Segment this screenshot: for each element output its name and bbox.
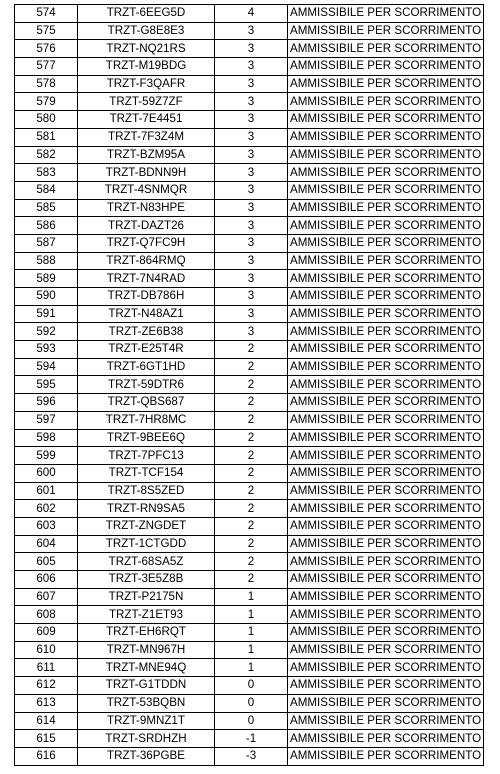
status-cell: AMMISSIBILE PER SCORRIMENTO — [288, 464, 484, 482]
candidate-code-cell: TRZT-N83HPE — [78, 199, 215, 217]
score-cell: 3 — [215, 234, 288, 252]
table-row — [15, 234, 484, 252]
candidate-code-cell: TRZT-MNE94Q — [78, 659, 215, 677]
status-cell: AMMISSIBILE PER SCORRIMENTO — [288, 730, 484, 748]
table-row — [15, 394, 484, 412]
candidate-code-cell: TRZT-G8E8E3 — [78, 22, 215, 40]
candidate-code-cell: TRZT-7PFC13 — [78, 447, 215, 465]
candidate-code-cell: TRZT-TCF154 — [78, 464, 215, 482]
table-row — [15, 500, 484, 518]
status-cell: AMMISSIBILE PER SCORRIMENTO — [288, 517, 484, 535]
status-cell: AMMISSIBILE PER SCORRIMENTO — [288, 5, 484, 23]
row-number-cell: 578 — [15, 75, 78, 93]
status-cell: AMMISSIBILE PER SCORRIMENTO — [288, 93, 484, 111]
row-number-cell: 582 — [15, 146, 78, 164]
candidate-code-cell: TRZT-59DTR6 — [78, 376, 215, 394]
score-cell: 3 — [215, 93, 288, 111]
score-cell: 2 — [215, 517, 288, 535]
status-cell: AMMISSIBILE PER SCORRIMENTO — [288, 535, 484, 553]
score-cell: 1 — [215, 659, 288, 677]
status-cell: AMMISSIBILE PER SCORRIMENTO — [288, 588, 484, 606]
candidate-code-cell: TRZT-BDNN9H — [78, 164, 215, 182]
table-row — [15, 641, 484, 659]
status-cell: AMMISSIBILE PER SCORRIMENTO — [288, 376, 484, 394]
score-cell: 3 — [215, 128, 288, 146]
row-number-cell: 615 — [15, 730, 78, 748]
candidate-code-cell: TRZT-P2175N — [78, 588, 215, 606]
candidate-code-cell: TRZT-7HR8MC — [78, 411, 215, 429]
candidate-code-cell: TRZT-QBS687 — [78, 394, 215, 412]
table-row — [15, 482, 484, 500]
score-cell: 2 — [215, 571, 288, 589]
score-cell: 0 — [215, 694, 288, 712]
row-number-cell: 610 — [15, 641, 78, 659]
status-cell: AMMISSIBILE PER SCORRIMENTO — [288, 659, 484, 677]
candidate-code-cell: TRZT-53BQBN — [78, 694, 215, 712]
candidate-code-cell: TRZT-9MNZ1T — [78, 712, 215, 730]
score-cell: 1 — [215, 606, 288, 624]
candidate-code-cell: TRZT-ZNGDET — [78, 517, 215, 535]
candidate-code-cell: TRZT-RN9SA5 — [78, 500, 215, 518]
row-number-cell: 585 — [15, 199, 78, 217]
table-row — [15, 217, 484, 235]
score-cell: 1 — [215, 624, 288, 642]
status-cell: AMMISSIBILE PER SCORRIMENTO — [288, 677, 484, 695]
score-cell: 3 — [215, 181, 288, 199]
row-number-cell: 599 — [15, 447, 78, 465]
score-cell: 2 — [215, 394, 288, 412]
score-cell: 3 — [215, 199, 288, 217]
status-cell: AMMISSIBILE PER SCORRIMENTO — [288, 305, 484, 323]
row-number-cell: 605 — [15, 553, 78, 571]
row-number-cell: 581 — [15, 128, 78, 146]
row-number-cell: 606 — [15, 571, 78, 589]
table-row — [15, 588, 484, 606]
candidate-code-cell: TRZT-6GT1HD — [78, 358, 215, 376]
table-row — [15, 199, 484, 217]
table-row — [15, 181, 484, 199]
status-cell: AMMISSIBILE PER SCORRIMENTO — [288, 429, 484, 447]
score-cell: 0 — [215, 712, 288, 730]
table-row — [15, 677, 484, 695]
score-cell: 2 — [215, 447, 288, 465]
table-row — [15, 411, 484, 429]
status-cell: AMMISSIBILE PER SCORRIMENTO — [288, 164, 484, 182]
status-cell: AMMISSIBILE PER SCORRIMENTO — [288, 694, 484, 712]
table-row — [15, 747, 484, 765]
row-number-cell: 583 — [15, 164, 78, 182]
table-row — [15, 553, 484, 571]
candidate-code-cell: TRZT-DAZT26 — [78, 217, 215, 235]
candidate-code-cell: TRZT-EH6RQT — [78, 624, 215, 642]
table-row — [15, 5, 484, 23]
score-cell: 3 — [215, 75, 288, 93]
status-cell: AMMISSIBILE PER SCORRIMENTO — [288, 500, 484, 518]
table-row — [15, 712, 484, 730]
row-number-cell: 604 — [15, 535, 78, 553]
candidate-code-cell: TRZT-BZM95A — [78, 146, 215, 164]
table-row — [15, 447, 484, 465]
score-cell: 1 — [215, 641, 288, 659]
candidate-code-cell: TRZT-864RMQ — [78, 252, 215, 270]
table-row — [15, 659, 484, 677]
score-cell: 2 — [215, 464, 288, 482]
candidate-code-cell: TRZT-F3QAFR — [78, 75, 215, 93]
score-cell: 3 — [215, 111, 288, 129]
status-cell: AMMISSIBILE PER SCORRIMENTO — [288, 75, 484, 93]
status-cell: AMMISSIBILE PER SCORRIMENTO — [288, 571, 484, 589]
table-row — [15, 75, 484, 93]
candidate-code-cell: TRZT-59Z7ZF — [78, 93, 215, 111]
status-cell: AMMISSIBILE PER SCORRIMENTO — [288, 128, 484, 146]
score-cell: 3 — [215, 288, 288, 306]
candidate-code-cell: TRZT-6EEG5D — [78, 5, 215, 23]
candidate-code-cell: TRZT-68SA5Z — [78, 553, 215, 571]
table-row — [15, 146, 484, 164]
score-cell: 4 — [215, 5, 288, 23]
table-row — [15, 40, 484, 58]
row-number-cell: 591 — [15, 305, 78, 323]
row-number-cell: 579 — [15, 93, 78, 111]
score-cell: 0 — [215, 677, 288, 695]
candidate-code-cell: TRZT-7F3Z4M — [78, 128, 215, 146]
score-cell: 3 — [215, 164, 288, 182]
status-cell: AMMISSIBILE PER SCORRIMENTO — [288, 323, 484, 341]
row-number-cell: 589 — [15, 270, 78, 288]
score-cell: 3 — [215, 270, 288, 288]
row-number-cell: 593 — [15, 341, 78, 359]
candidate-code-cell: TRZT-Q7FC9H — [78, 234, 215, 252]
status-cell: AMMISSIBILE PER SCORRIMENTO — [288, 252, 484, 270]
row-number-cell: 597 — [15, 411, 78, 429]
score-cell: 2 — [215, 358, 288, 376]
status-cell: AMMISSIBILE PER SCORRIMENTO — [288, 624, 484, 642]
row-number-cell: 598 — [15, 429, 78, 447]
candidate-code-cell: TRZT-N48AZ1 — [78, 305, 215, 323]
candidate-code-cell: TRZT-4SNMQR — [78, 181, 215, 199]
table-row — [15, 376, 484, 394]
status-cell: AMMISSIBILE PER SCORRIMENTO — [288, 288, 484, 306]
row-number-cell: 584 — [15, 181, 78, 199]
score-cell: 3 — [215, 58, 288, 76]
status-cell: AMMISSIBILE PER SCORRIMENTO — [288, 234, 484, 252]
status-cell: AMMISSIBILE PER SCORRIMENTO — [288, 270, 484, 288]
status-cell: AMMISSIBILE PER SCORRIMENTO — [288, 712, 484, 730]
row-number-cell: 608 — [15, 606, 78, 624]
score-cell: 2 — [215, 535, 288, 553]
row-number-cell: 603 — [15, 517, 78, 535]
score-cell: -1 — [215, 730, 288, 748]
table-row — [15, 624, 484, 642]
row-number-cell: 592 — [15, 323, 78, 341]
row-number-cell: 574 — [15, 5, 78, 23]
candidate-code-cell: TRZT-E25T4R — [78, 341, 215, 359]
candidate-code-cell: TRZT-DB786H — [78, 288, 215, 306]
row-number-cell: 595 — [15, 376, 78, 394]
status-cell: AMMISSIBILE PER SCORRIMENTO — [288, 606, 484, 624]
score-cell: 2 — [215, 411, 288, 429]
row-number-cell: 614 — [15, 712, 78, 730]
table-row — [15, 535, 484, 553]
table-row — [15, 606, 484, 624]
table-row — [15, 270, 484, 288]
status-cell: AMMISSIBILE PER SCORRIMENTO — [288, 199, 484, 217]
row-number-cell: 612 — [15, 677, 78, 695]
table-row — [15, 730, 484, 748]
status-cell: AMMISSIBILE PER SCORRIMENTO — [288, 58, 484, 76]
score-cell: 2 — [215, 429, 288, 447]
table-row — [15, 111, 484, 129]
row-number-cell: 611 — [15, 659, 78, 677]
row-number-cell: 588 — [15, 252, 78, 270]
table-row — [15, 517, 484, 535]
status-cell: AMMISSIBILE PER SCORRIMENTO — [288, 111, 484, 129]
status-cell: AMMISSIBILE PER SCORRIMENTO — [288, 394, 484, 412]
status-cell: AMMISSIBILE PER SCORRIMENTO — [288, 181, 484, 199]
table-row — [15, 252, 484, 270]
table-row — [15, 128, 484, 146]
score-cell: 2 — [215, 482, 288, 500]
status-cell: AMMISSIBILE PER SCORRIMENTO — [288, 553, 484, 571]
table-row — [15, 341, 484, 359]
row-number-cell: 609 — [15, 624, 78, 642]
status-cell: AMMISSIBILE PER SCORRIMENTO — [288, 482, 484, 500]
ranking-table-body — [15, 5, 484, 766]
table-row — [15, 22, 484, 40]
table-row — [15, 323, 484, 341]
score-cell: 3 — [215, 40, 288, 58]
score-cell: 3 — [215, 146, 288, 164]
table-row — [15, 694, 484, 712]
status-cell: AMMISSIBILE PER SCORRIMENTO — [288, 217, 484, 235]
candidate-code-cell: TRZT-M19BDG — [78, 58, 215, 76]
row-number-cell: 586 — [15, 217, 78, 235]
table-row — [15, 305, 484, 323]
candidate-code-cell: TRZT-G1TDDN — [78, 677, 215, 695]
table-row — [15, 429, 484, 447]
candidate-code-cell: TRZT-NQ21RS — [78, 40, 215, 58]
status-cell: AMMISSIBILE PER SCORRIMENTO — [288, 641, 484, 659]
table-row — [15, 571, 484, 589]
row-number-cell: 596 — [15, 394, 78, 412]
score-cell: 1 — [215, 588, 288, 606]
score-cell: 2 — [215, 376, 288, 394]
table-row — [15, 58, 484, 76]
row-number-cell: 580 — [15, 111, 78, 129]
row-number-cell: 613 — [15, 694, 78, 712]
row-number-cell: 616 — [15, 747, 78, 765]
row-number-cell: 576 — [15, 40, 78, 58]
candidate-code-cell: TRZT-SRDHZH — [78, 730, 215, 748]
status-cell: AMMISSIBILE PER SCORRIMENTO — [288, 40, 484, 58]
candidate-code-cell: TRZT-9BEE6Q — [78, 429, 215, 447]
score-cell: 2 — [215, 553, 288, 571]
table-row — [15, 93, 484, 111]
candidate-code-cell: TRZT-ZE6B38 — [78, 323, 215, 341]
row-number-cell: 602 — [15, 500, 78, 518]
candidate-code-cell: TRZT-3E5Z8B — [78, 571, 215, 589]
candidate-code-cell: TRZT-8S5ZED — [78, 482, 215, 500]
table-row — [15, 288, 484, 306]
row-number-cell: 577 — [15, 58, 78, 76]
score-cell: 3 — [215, 305, 288, 323]
score-cell: 2 — [215, 500, 288, 518]
row-number-cell: 601 — [15, 482, 78, 500]
candidate-code-cell: TRZT-36PGBE — [78, 747, 215, 765]
table-row — [15, 358, 484, 376]
row-number-cell: 594 — [15, 358, 78, 376]
status-cell: AMMISSIBILE PER SCORRIMENTO — [288, 411, 484, 429]
status-cell: AMMISSIBILE PER SCORRIMENTO — [288, 341, 484, 359]
row-number-cell: 587 — [15, 234, 78, 252]
table-row — [15, 464, 484, 482]
status-cell: AMMISSIBILE PER SCORRIMENTO — [288, 447, 484, 465]
score-cell: 3 — [215, 252, 288, 270]
score-cell: 3 — [215, 323, 288, 341]
candidate-code-cell: TRZT-MN967H — [78, 641, 215, 659]
candidate-code-cell: TRZT-1CTGDD — [78, 535, 215, 553]
status-cell: AMMISSIBILE PER SCORRIMENTO — [288, 358, 484, 376]
ranking-table — [14, 4, 484, 766]
candidate-code-cell: TRZT-Z1ET93 — [78, 606, 215, 624]
candidate-code-cell: TRZT-7E4451 — [78, 111, 215, 129]
row-number-cell: 607 — [15, 588, 78, 606]
score-cell: -3 — [215, 747, 288, 765]
row-number-cell: 590 — [15, 288, 78, 306]
row-number-cell: 600 — [15, 464, 78, 482]
status-cell: AMMISSIBILE PER SCORRIMENTO — [288, 747, 484, 765]
status-cell: AMMISSIBILE PER SCORRIMENTO — [288, 22, 484, 40]
table-row — [15, 164, 484, 182]
score-cell: 3 — [215, 22, 288, 40]
status-cell: AMMISSIBILE PER SCORRIMENTO — [288, 146, 484, 164]
score-cell: 3 — [215, 217, 288, 235]
row-number-cell: 575 — [15, 22, 78, 40]
candidate-code-cell: TRZT-7N4RAD — [78, 270, 215, 288]
score-cell: 2 — [215, 341, 288, 359]
